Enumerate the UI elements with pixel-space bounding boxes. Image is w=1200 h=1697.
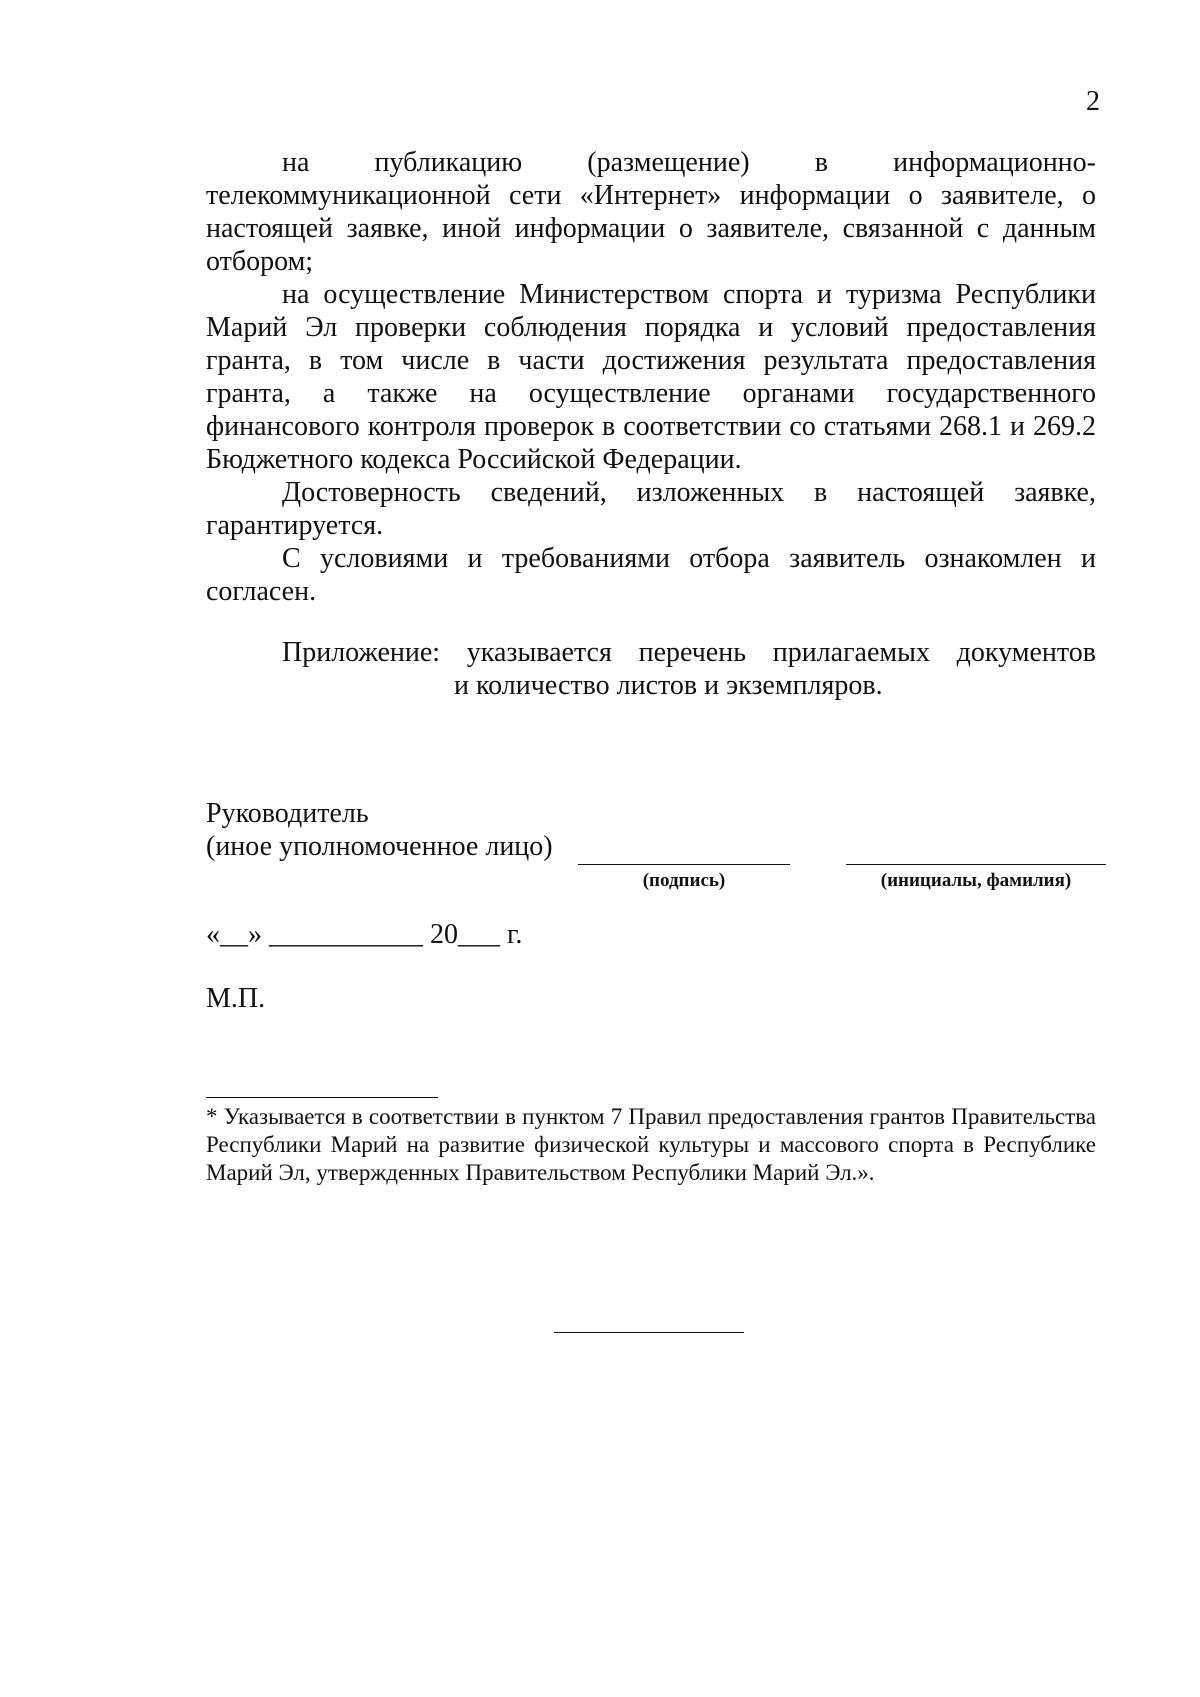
signature-line (578, 864, 790, 865)
attachment-label: Приложение: (282, 637, 441, 668)
end-of-document-rule (554, 1332, 744, 1333)
signer-title-alt: (иное уполномоченное лицо) (206, 831, 553, 862)
signature-block (206, 797, 553, 863)
attachment-line-2: и количество листов и экземпляров. (454, 670, 883, 701)
signer-title: Руководитель (206, 798, 369, 829)
name-caption: (инициалы, фамилия) (880, 870, 1072, 891)
date-line: «__» ___________ 20___ г. (206, 919, 523, 950)
paragraph-audit-consent: на осуществление Министерством спорта и туризма Республики Марий Эл проверки соблюдения порядка и условий предоставления гранта, в том числе в части достижения результата предоставления гранта, а также на осуществление органами государственного финансового контроля проверок в соответствии со статьями 268.1 и 269.2 Бюджетного кодекса Российской Федерации. (206, 279, 1096, 475)
name-line (846, 864, 1106, 865)
footnote: * Указывается в соответствии в пунктом 7 Правил предоставления грантов Правительства Республики Марий на развитие физической культуры и массового спорта в Республике Марий Эл, утвержденных Правительством Республики Марий Эл.». (206, 1104, 1096, 1185)
attachment-word: документов (956, 637, 1096, 668)
page-number: 2 (1086, 86, 1100, 117)
paragraph-accuracy-guarantee: Достоверность сведений, изложенных в настоящей заявке, гарантируется. (206, 477, 1096, 541)
paragraph-publication-consent: на публикацию (размещение) в информационно-телекоммуникационной сети «Интернет» информации о заявителе, о настоящей заявке, иной информации о заявителе, связанной с данным отбором; (206, 147, 1096, 277)
stamp-placeholder: М.П. (206, 983, 266, 1014)
attachment-word: прилагаемых (772, 637, 930, 668)
footnote-separator (206, 1097, 438, 1098)
attachment-word: перечень (638, 637, 746, 668)
attachment-line-1 (206, 636, 1096, 669)
body-text (206, 146, 1096, 608)
signature-caption: (подпись) (642, 870, 726, 891)
attachment-word: указывается (466, 637, 612, 668)
paragraph-terms-agreement: С условиями и требованиями отбора заявитель ознакомлен и согласен. (206, 543, 1096, 607)
attachment-note (206, 636, 1096, 702)
